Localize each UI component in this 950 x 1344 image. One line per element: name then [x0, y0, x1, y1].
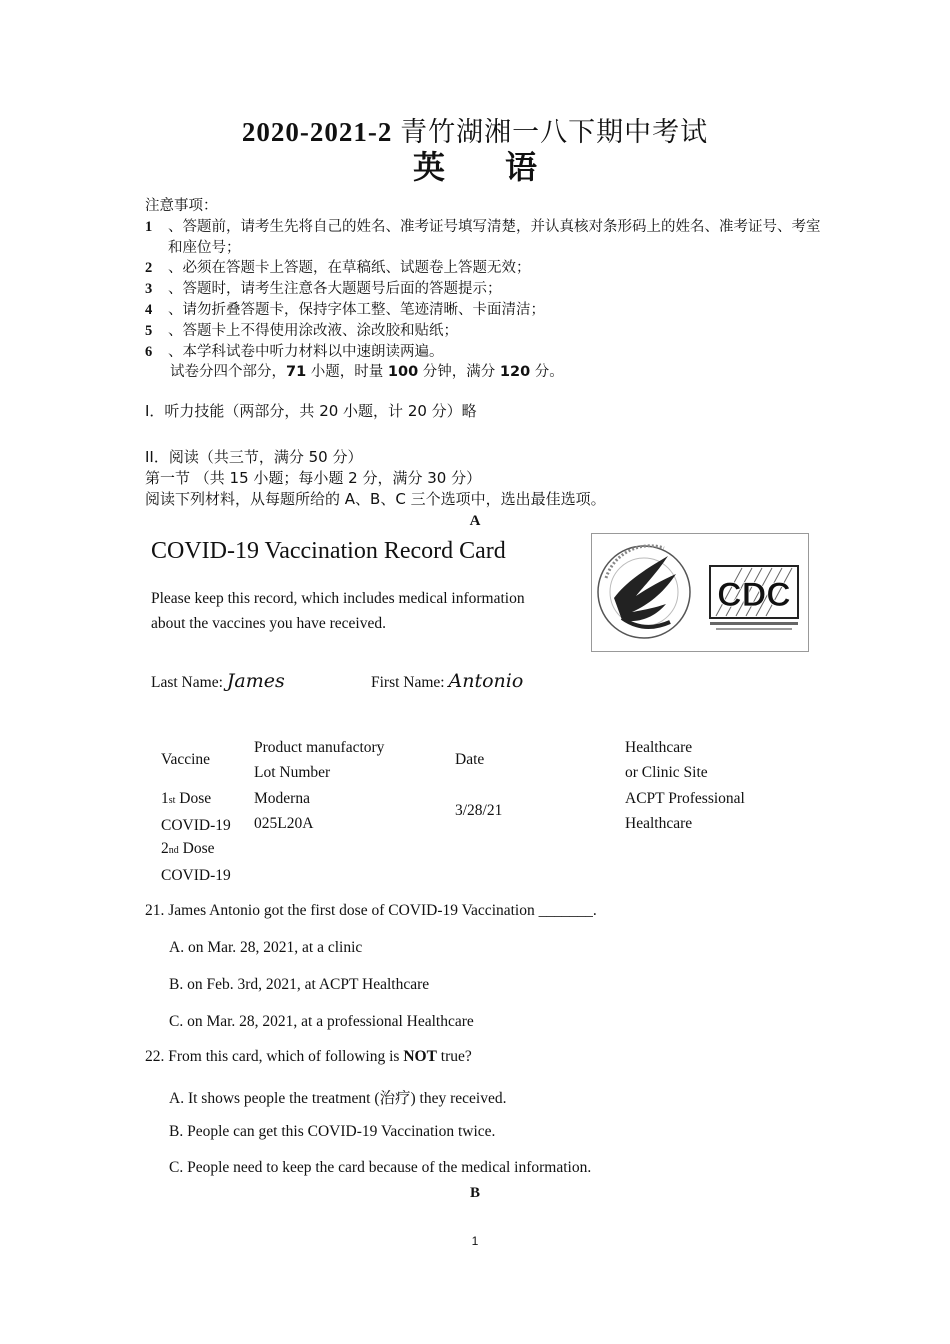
first-name-value: Antonio [448, 670, 524, 692]
table-header-line: or Clinic Site [625, 764, 708, 781]
summary-text: 试卷分四个部分， [170, 364, 286, 381]
dose-ordinal: nd [168, 845, 179, 856]
question-22-option: B. People can get this COVID-19 Vaccination twice. [169, 1123, 496, 1140]
dose-number: 1 [161, 790, 169, 807]
notes-item-text: 、本学科试卷中听力材料以中速朗读两遍。 [168, 343, 444, 360]
last-name-label: Last Name: [151, 674, 223, 691]
notes-summary [145, 362, 825, 383]
notes-item-text: 、答题时，请考生注意各大题题号后面的答题提示； [168, 281, 502, 298]
dose-label: Dose [182, 840, 215, 857]
subject-title [0, 142, 950, 188]
dose-label: Dose [179, 790, 212, 807]
table-cell-manufacturer-1 [254, 786, 313, 836]
first-name-row [371, 670, 523, 692]
dose-ordinal: st [168, 795, 176, 806]
question-emphasis: NOT [403, 1048, 437, 1065]
notes-item-text: 、必须在答题卡上答题，在草稿纸、试题卷上答题无效； [168, 260, 531, 277]
section-reading-instruction: 阅读下列材料，从每题所给的 A、B、C 三个选项中，选出最佳选项。 [145, 490, 606, 508]
question-text: true? [436, 1048, 472, 1065]
svg-text:CDC: CDC [717, 576, 791, 614]
passage-b-letter: B [469, 1185, 480, 1201]
summary-text: 分。 [530, 364, 564, 381]
table-header-site [625, 735, 708, 785]
section-reading-heading: II．阅读（共三节，满分 50 分） [145, 448, 363, 466]
summary-total-score: 120 [499, 364, 531, 381]
question-22-option: A. It shows people the treatment (治疗) they received. [169, 1090, 507, 1107]
question-22-stem [145, 1048, 472, 1066]
cdc-logo [710, 566, 798, 630]
notes-item [145, 342, 825, 363]
question-text: 22. From this card, which of following is [145, 1048, 404, 1065]
vaccine-name: COVID-19 [161, 817, 231, 834]
card-description [151, 586, 571, 636]
notes-item-text: 、请勿折叠答题卡，保持字体工整、笔迹清晰、卡面清洁； [168, 301, 545, 318]
table-cell-dose-1 [161, 786, 231, 838]
site-line: ACPT Professional [625, 790, 745, 807]
notes-item-number: 6 [145, 343, 153, 360]
lot-number: 025L20A [254, 815, 314, 832]
question-21-stem: 21. James Antonio got the first dose of COVID-19 Vaccination _______. [145, 902, 597, 919]
notes-item [145, 279, 825, 300]
section-reading-part: 第一节 （共 15 小题；每小题 2 分，满分 30 分） [145, 469, 482, 487]
notes-item [145, 321, 825, 342]
notes-item [145, 300, 825, 321]
summary-text: 分钟，满分 [418, 364, 500, 381]
question-21-option: A. on Mar. 28, 2021, at a clinic [169, 939, 363, 956]
section-listening: I．听力技能（两部分，共 20 小题，计 20 分）略 [145, 402, 477, 420]
exam-notes [145, 196, 825, 383]
table-header-vaccine: Vaccine [161, 751, 211, 768]
logo-panel [591, 533, 809, 652]
question-22-option: C. People need to keep the card because of the medical information. [169, 1159, 592, 1176]
first-name-label: First Name: [371, 674, 445, 691]
question-21-option: C. on Mar. 28, 2021, at a professional Healthcare [169, 1013, 474, 1030]
table-header-line: Lot Number [254, 764, 331, 781]
table-header-line: Healthcare [625, 739, 693, 756]
summary-text: 小题，时量 [306, 364, 388, 381]
notes-item-text: 、答题前，请考生先将自己的姓名、准考证号填写清楚，并认真核对条形码上的姓名、准考证号、考室和座位号； [168, 218, 821, 256]
last-name-row [151, 670, 285, 692]
page-number: 1 [471, 1234, 479, 1248]
passage-a-letter: A [469, 513, 481, 529]
last-name-value: James [226, 670, 285, 692]
summary-questions-count: 71 [286, 364, 307, 381]
card-description-line: Please keep this record, which includes medical information [151, 590, 525, 607]
subject-char-2: 语 [505, 148, 538, 186]
notes-item-number: 3 [145, 281, 153, 298]
notes-item-number: 2 [145, 260, 153, 277]
notes-item-number: 4 [145, 301, 153, 318]
subject-char-1: 英 [412, 148, 445, 186]
card-description-line: about the vaccines you have received. [151, 615, 386, 632]
manufacturer-name: Moderna [254, 790, 310, 807]
notes-item [145, 217, 825, 259]
question-21-option: B. on Feb. 3rd, 2021, at ACPT Healthcare [169, 976, 430, 993]
notes-item-number: 5 [145, 322, 153, 339]
table-header-manufacturer [254, 735, 384, 785]
exam-title-name: 青竹湖湘一八下期中考试 [400, 117, 709, 148]
notes-item-number: 1 [145, 218, 153, 235]
table-cell-dose-2 [161, 836, 231, 888]
table-cell-date-1: 3/28/21 [455, 802, 503, 819]
table-cell-site-1 [625, 786, 745, 836]
notes-item [145, 258, 825, 279]
summary-minutes: 100 [387, 364, 419, 381]
notes-heading: 注意事项： [145, 198, 218, 214]
vaccine-name: COVID-19 [161, 867, 231, 884]
table-header-line: Product manufactory [254, 739, 385, 756]
table-header-date: Date [455, 751, 485, 768]
site-line: Healthcare [625, 815, 693, 832]
dose-number: 2 [161, 840, 169, 857]
notes-item-text: 、答题卡上不得使用涂改液、涂改胶和贴纸； [168, 322, 458, 339]
hhs-eagle-logo [592, 534, 808, 651]
exam-title-year: 2020-2021-2 [241, 117, 393, 147]
card-title: COVID-19 Vaccination Record Card [151, 538, 506, 564]
